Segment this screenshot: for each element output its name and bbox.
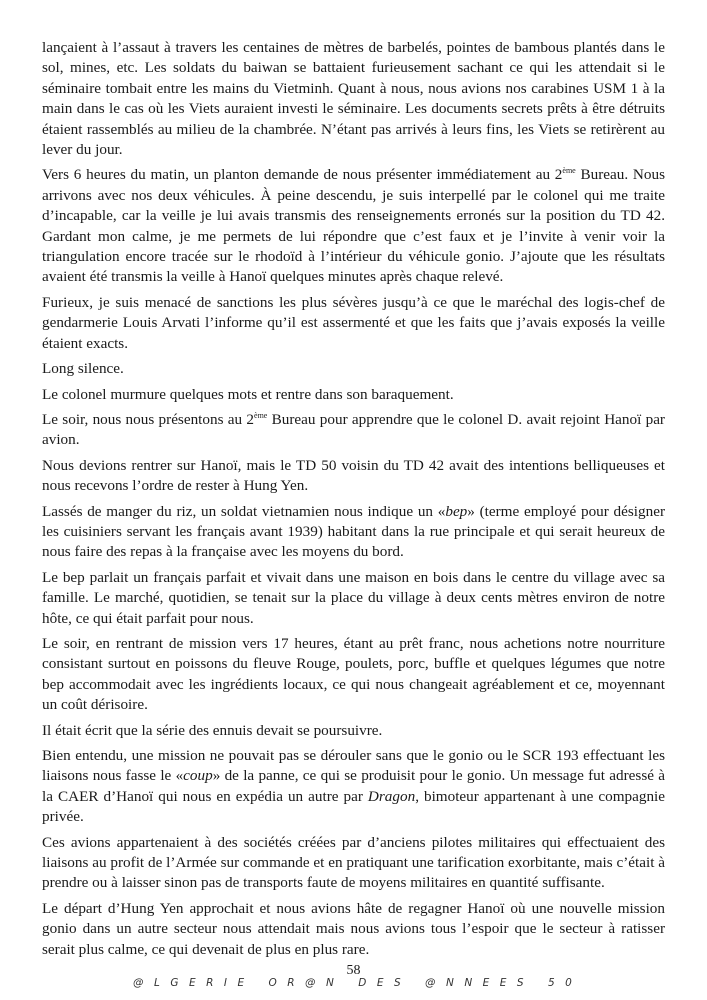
text-run: , bimoteur appartenant à une compagnie privée. [42,787,665,826]
running-footer: @LGERIE OR@N DES @NNEES 50 [133,977,583,989]
paragraph [42,721,665,741]
superscript-text: ème [562,166,576,176]
text-run: Le soir, nous nous présentons au 2 [42,410,255,428]
text-run: Le départ d’Hung Yen approchait et nous avions hâte de regagner Hanoï où une nouvelle mission gonio dans un autre secteur nous attendait mais nous avions tous l’espoir que le secteur à ratisser serait plus calme, ce qui devenait de plus en plus rare. [42,899,665,958]
page-body [42,38,665,965]
text-run: » (terme employé pour désigner les cuisiniers servant les français avant 1939) habitant dans la rue principale et qui serait heureux de nous faire des repas à la française avec les moyens du bord. [42,502,665,561]
paragraph [42,899,665,960]
text-run: Il était écrit que la série des ennuis devait se poursuivre. [42,721,383,739]
italic-text: coup [183,767,213,785]
text-run: Ces avions appartenaient à des sociétés créées par d’anciens pilotes militaires qui effectuaient des liaisons au profit de l’Armée sur commande et en pratiquant une tarification exorbitante, mais c’était à prendre ou à laisser sinon pas de transports faute de moyens militaires en quantité suffisante. [42,833,665,892]
superscript-text: ème [254,410,268,420]
paragraph [42,746,665,828]
text-run: Le colonel murmure quelques mots et rentre dans son baraquement. [42,385,454,403]
paragraph [42,385,665,405]
paragraph [42,456,665,497]
text-run: » de la panne, ce qui se produisit pour le gonio. Un message fut adressé à la CAER d’Hanoï qui nous en expédia un autre par [42,767,665,805]
text-run: Le bep parlait un français parfait et vivait dans une maison en bois dans le centre du village avec sa famille. Le marché, quotidien, se tenait sur la place du village à deux cents mètres environ de notre hôte, ce qui était parfait pour nous. [42,568,665,627]
paragraph [42,502,665,563]
italic-text: bep [445,502,468,520]
text-run: Long silence. [42,360,124,378]
text-run: Vers 6 heures du matin, un planton demande de nous présenter immédiatement au 2 [42,166,563,184]
paragraph [42,410,665,451]
page-number: 58 [346,963,361,978]
paragraph [42,634,665,716]
paragraph [42,38,665,160]
paragraph [42,293,665,354]
text-run: lançaient à l’assaut à travers les centaines de mètres de barbelés, pointes de bambous plantés dans le sol, mines, etc. Les soldats du baiwan se battaient furieusement sachant ce qui les attendait si le séminaire tombait entre les mains du Vietminh. Quant à nous, nous avions nos carabines USM 1 à la main dans le cas où les Viets auraient investi le séminaire. Les documents secrets prêts à être détruits étaient rassemblés au milieu de la chambrée. N’étant pas arrivés à leurs fins, les Viets se retirèrent au lever du jour. [42,39,665,159]
text-run: Le soir, en rentrant de mission vers 17 heures, étant au prêt franc, nous achetions notre nourriture consistant surtout en poissons du fleuve Rouge, poulets, porc, buffle et quelques légumes que notre bep accommodait avec les ingrédients locaux, ce qui nous changeait agréablement et ce, moyennant un coût dérisoire. [42,634,665,714]
italic-text: Dragon [367,787,416,805]
text-run: Bien entendu, une mission ne pouvait pas se dérouler sans que le gonio ou le SCR 193 effectuant les liaisons nous fasse le « [42,747,665,785]
text-run: Furieux, je suis menacé de sanctions les plus sévères jusqu’à ce que le maréchal des logis-chef de gendarmerie Louis Arvati l’informe qu’il est assermenté et que les faits que j’avais exposés la veille étaient exacts. [42,293,665,352]
paragraph [42,359,665,379]
text-run: Nous devions rentrer sur Hanoï, mais le TD 50 voisin du TD 42 avait des intentions belliqueuses et nous recevons l’ordre de rester à Hung Yen. [42,456,665,495]
paragraph [42,165,665,287]
text-run: Lassés de manger du riz, un soldat vietnamien nous indique un « [42,502,446,520]
text-run: Bureau. Nous arrivons avec nos deux véhicules. À peine descendu, je suis interpellé par le colonel qui me traite d’incapable, car la veille je lui avais transmis des renseignements erronés sur la position du TD 42. Gardant mon calme, je me permets de lui répondre que c’est faux et je l’invite à venir voir la triangulation encore tracée sur le rhodoïd à l’intérieur du véhicule gonio. J’ajoute que les résultats avaient été transmis la veille à Hanoï quelques minutes après chaque relevé. [42,166,665,286]
text-run: Bureau pour apprendre que le colonel D. avait rejoint Hanoï par avion. [42,410,665,449]
paragraph [42,568,665,629]
paragraph [42,833,665,894]
